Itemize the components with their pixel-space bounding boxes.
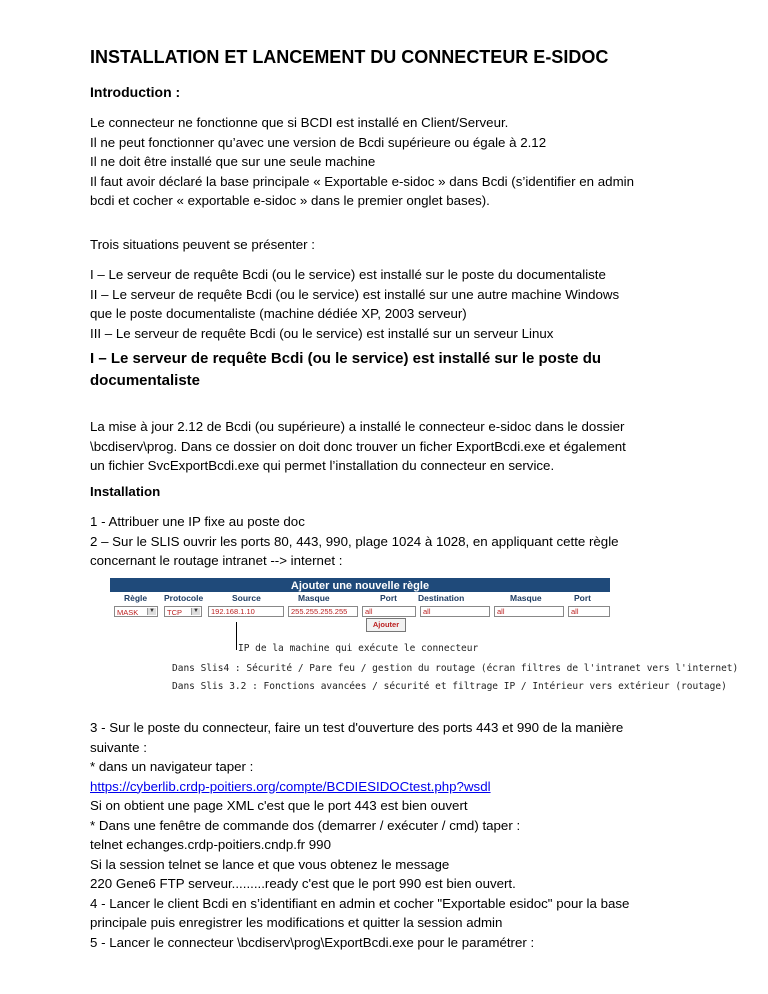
- protocole-select[interactable]: TCP ▼: [164, 606, 202, 617]
- installation-heading: Installation: [90, 484, 161, 499]
- port-input[interactable]: all: [362, 606, 416, 617]
- section1-line: La mise à jour 2.12 de Bcdi (ou supérieure) a installé le connecteur e-sidoc dans le dossier: [90, 419, 625, 434]
- col-regle: Règle: [124, 593, 148, 603]
- slis-rule-figure: [110, 574, 739, 699]
- intro-line: Il ne doit être installé que sur une seule machine: [90, 154, 376, 169]
- test-url-link[interactable]: https://cyberlib.crdp-poitiers.org/compte/BCDIESIDOCtest.php?wsdl: [90, 778, 491, 794]
- section1-line: un fichier SvcExportBcdi.exe qui permet l’installation du connecteur en service.: [90, 458, 555, 473]
- situation-line: I – Le serveur de requête Bcdi (ou le service) est installé sur le poste du documentaliste: [90, 267, 606, 282]
- col-port: Port: [380, 593, 397, 603]
- intro-line: Il faut avoir déclaré la base principale « Exportable e-sidoc » dans Bcdi (s’identifier en admin: [90, 173, 634, 189]
- section1-paragraph: [90, 417, 626, 476]
- port-2-input[interactable]: all: [568, 606, 610, 617]
- source-input[interactable]: 192.168.1.10: [208, 606, 284, 617]
- col-masque: Masque: [298, 593, 330, 603]
- step-line: 3 - Sur le poste du connecteur, faire un test d'ouverture des ports 443 et 990 de la manière: [90, 720, 624, 735]
- step-line: * Dans une fenêtre de commande dos (demarrer / exécuter / cmd) taper :: [90, 817, 521, 833]
- col-protocole: Protocole: [164, 593, 204, 603]
- col-masque-2: Masque: [510, 593, 542, 603]
- step-line: telnet echanges.crdp-poitiers.cndp.fr 990: [90, 837, 331, 852]
- section1-heading: [90, 348, 690, 392]
- col-destination: Destination: [418, 593, 465, 603]
- step-line: Si on obtient une page XML c'est que le port 443 est bien ouvert: [90, 798, 468, 813]
- add-rule-button[interactable]: Ajouter: [366, 618, 406, 632]
- intro-line: bcdi et cocher « exportable e-sidoc » dans le premier onglet bases).: [90, 193, 490, 208]
- step-line: suivante :: [90, 739, 147, 755]
- step-line: principale puis enregistrer les modifications et quitter la session admin: [90, 915, 503, 930]
- section1-heading-line: documentaliste: [90, 372, 201, 389]
- step-line: 5 - Lancer le connecteur \bcdiserv\prog\ExportBcdi.exe pour le paramétrer :: [90, 934, 535, 950]
- section1-heading-line: I – Le serveur de requête Bcdi (ou le service) est installé sur le poste du: [90, 350, 602, 367]
- step-line: Si la session telnet se lance et que vous obtenez le message: [90, 856, 450, 872]
- annotation-text: IP de la machine qui exécute le connecteur: [238, 643, 479, 654]
- annotation-pointer: [236, 622, 237, 650]
- rule-title: Ajouter une nouvelle règle: [290, 580, 430, 592]
- intro-heading: Introduction :: [90, 84, 181, 100]
- step-line: concernant le routage intranet --> internet :: [90, 553, 343, 568]
- situation-line: II – Le serveur de requête Bcdi (ou le service) est installé sur une autre machine Windows: [90, 286, 620, 302]
- situation-line: que le poste documentaliste (machine dédiée XP, 2003 serveur): [90, 306, 467, 321]
- col-source: Source: [232, 593, 261, 603]
- masque-2-input[interactable]: all: [494, 606, 564, 617]
- step-line: 1 - Attribuer une IP fixe au poste doc: [90, 514, 305, 529]
- page-title: INSTALLATION ET LANCEMENT DU CONNECTEUR E-SIDOC: [90, 47, 609, 67]
- rule-input-row: [110, 606, 610, 620]
- step-line: 4 - Lancer le client Bcdi en s’identifiant en admin et cocher "Exportable esidoc" pour la base: [90, 895, 630, 911]
- intro-line: Il ne peut fonctionner qu’avec une version de Bcdi supérieure ou égale à 2.12: [90, 134, 547, 150]
- intro-paragraph: [90, 113, 634, 211]
- intro-line: Le connecteur ne fonctionne que si BCDI est installé en Client/Serveur.: [90, 115, 509, 130]
- situations-list: [90, 265, 619, 343]
- section1-line: \bcdiserv\prog. Dans ce dossier on doit donc trouver un ficher ExportBcdi.exe et également: [90, 438, 626, 454]
- chevron-down-icon: ▼: [191, 608, 200, 615]
- situation-line: III – Le serveur de requête Bcdi (ou le service) est installé sur un serveur Linux: [90, 325, 554, 341]
- col-port-2: Port: [574, 593, 591, 603]
- step-line: * dans un navigateur taper :: [90, 759, 254, 774]
- situations-intro: Trois situations peuvent se présenter :: [90, 237, 315, 252]
- slis32-note: Dans Slis 3.2 : Fonctions avancées / sécurité et filtrage IP / Intérieur vers extérieur (routage): [172, 681, 727, 692]
- masque-input[interactable]: 255.255.255.255: [288, 606, 358, 617]
- regle-select[interactable]: MASK ▼: [114, 606, 158, 617]
- chevron-down-icon: ▼: [147, 608, 156, 615]
- destination-input[interactable]: all: [420, 606, 490, 617]
- steps-3-5: [90, 718, 629, 952]
- step-line: 220 Gene6 FTP serveur.........ready c'est que le port 990 est bien ouvert.: [90, 876, 516, 891]
- steps-1-2: [90, 512, 619, 571]
- slis4-note: Dans Slis4 : Sécurité / Pare feu / gestion du routage (écran filtres de l'intranet vers l'internet): [172, 663, 739, 674]
- rule-column-headers: [110, 592, 610, 605]
- step-line: 2 – Sur le SLIS ouvrir les ports 80, 443, 990, plage 1024 à 1028, en appliquant cette règle: [90, 533, 619, 549]
